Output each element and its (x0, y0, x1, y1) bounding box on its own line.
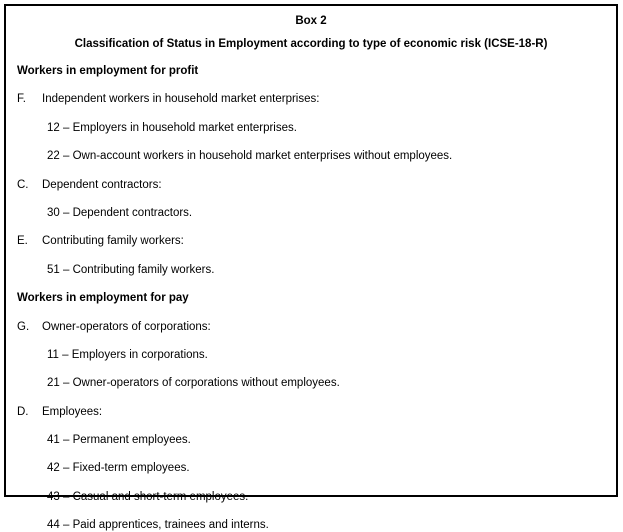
group-row-employees (17, 406, 605, 419)
box-subtitle: Classification of Status in Employment according to type of economic risk (ICSE-18-R) (74, 38, 548, 50)
group-letter: E. (17, 235, 28, 248)
item-row-21: 21 – Owner-operators of corporations without employees. (47, 377, 340, 390)
group-letter: D. (17, 405, 29, 418)
group-row-dependent-contractors (17, 179, 605, 192)
group-letter: F. (17, 93, 26, 106)
group-label: Contributing family workers: (42, 235, 184, 248)
item-row-43: 43 – Casual and short-term employees. (47, 490, 249, 503)
group-label: Dependent contractors: (42, 178, 162, 191)
group-letter: G. (17, 320, 30, 333)
group-label: Independent workers in household market enterprises: (42, 93, 320, 106)
item-row-44: 44 – Paid apprentices, trainees and interns. (47, 519, 269, 532)
box-content (6, 65, 616, 532)
item-row-12: 12 – Employers in household market enterprises. (47, 121, 297, 134)
item-row-41: 41 – Permanent employees. (47, 434, 191, 447)
item-row-30: 30 – Dependent contractors. (47, 206, 193, 219)
group-row-owner-operators (17, 321, 605, 334)
item-row-11: 11 – Employers in corporations. (47, 348, 208, 361)
item-row-22: 22 – Own-account workers in household market enterprises without employees. (47, 150, 453, 163)
section-heading-for-profit: Workers in employment for profit (17, 65, 199, 77)
group-letter: C. (17, 178, 29, 191)
item-row-51: 51 – Contributing family workers. (47, 263, 215, 276)
box-title: Box 2 (295, 15, 327, 27)
group-label: Owner-operators of corporations: (42, 320, 211, 333)
group-row-independent-workers (17, 93, 605, 106)
box2-frame (4, 4, 618, 532)
section-heading-for-pay: Workers in employment for pay (17, 292, 189, 305)
group-row-contributing-family-workers (17, 235, 605, 248)
item-row-42: 42 – Fixed-term employees. (47, 462, 190, 475)
group-label: Employees: (42, 405, 103, 418)
